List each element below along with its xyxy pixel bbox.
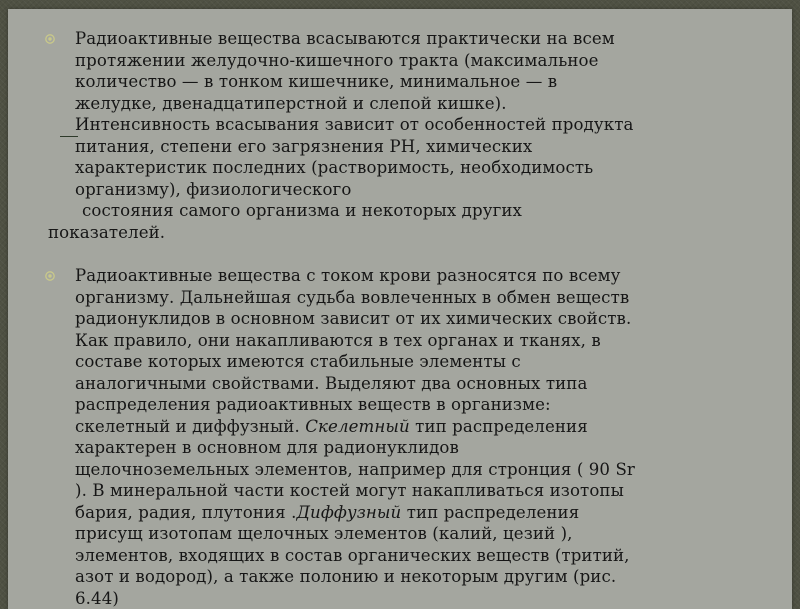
- text-line: питания, степени его загрязнения РН, химических: [8, 136, 792, 158]
- text-line: Радиоактивные вещества всасываются практически на всем: [8, 28, 792, 50]
- text-line: аналогичными свойствами. Выделяют два основных типа: [8, 373, 792, 395]
- text-line: ). В минеральной части костей могут накапливаться изотопы: [8, 480, 792, 502]
- text-line: составе которых имеются стабильные элементы с: [8, 351, 792, 373]
- text-line: желудке, двенадцатиперстной и слепой кишке).: [8, 93, 792, 115]
- text-line: [8, 416, 792, 438]
- emphasis-skeletal: Скелетный: [305, 417, 410, 436]
- text-line: Интенсивность всасывания зависит от особенностей продукта: [8, 114, 792, 136]
- bullet-item-absorption: [8, 28, 792, 243]
- text-line: азот и водород), а также полонию и некоторым другим (рис.: [8, 566, 792, 588]
- text-line: Радиоактивные вещества с током крови разносятся по всему: [8, 265, 792, 287]
- text-line: Как правило, они накапливаются в тех органах и тканях, в: [8, 330, 792, 352]
- text-line: щелочноземельных элементов, например для стронция ( 90 Sr: [8, 459, 792, 481]
- text-line: показателей.: [8, 222, 792, 244]
- text-run: скелетный и диффузный.: [75, 417, 305, 436]
- text-run: тип распределения: [410, 417, 588, 436]
- text-line: характерен в основном для радионуклидов: [8, 437, 792, 459]
- bullet-item-distribution: [8, 265, 792, 609]
- text-line: распределения радиоактивных веществ в организме:: [8, 394, 792, 416]
- text-run: тип распределения: [401, 503, 579, 522]
- text-line: характеристик последних (растворимость, необходимость: [8, 157, 792, 179]
- slide: [8, 9, 792, 609]
- emphasis-diffuse: Диффузный: [296, 503, 401, 522]
- text-line: состояния самого организма и некоторых других: [8, 200, 792, 222]
- text-line: количество — в тонком кишечнике, минимальное — в: [8, 71, 792, 93]
- text-line: элементов, входящих в состав органических веществ (тритий,: [8, 545, 792, 567]
- text-line: организму), физиологического: [8, 179, 792, 201]
- text-line: протяжении желудочно-кишечного тракта (максимальное: [8, 50, 792, 72]
- paragraph-absorption: [8, 28, 792, 243]
- divider-dash: [60, 136, 78, 137]
- paragraph-distribution: [8, 265, 792, 609]
- text-line: присущ изотопам щелочных элементов (калий, цезий ),: [8, 523, 792, 545]
- text-line: организму. Дальнейшая судьба вовлеченных в обмен веществ: [8, 287, 792, 309]
- text-run: бария, радия, плутония .: [75, 503, 296, 522]
- text-line: 6.44): [8, 588, 792, 609]
- bullet-icon: [43, 32, 57, 46]
- text-line: [8, 502, 792, 524]
- text-line: радионуклидов в основном зависит от их химических свойств.: [8, 308, 792, 330]
- bullet-icon: [43, 269, 57, 283]
